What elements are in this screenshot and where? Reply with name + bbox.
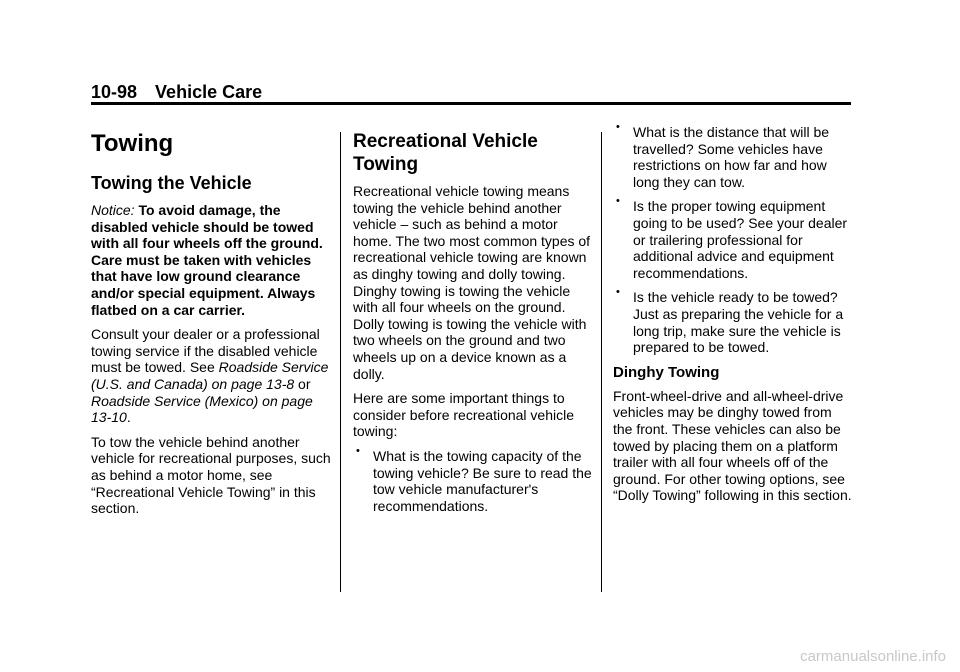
bullet-icon: • bbox=[616, 286, 620, 299]
paragraph-text: or bbox=[294, 375, 311, 392]
list-item-text: What is the distance that will be travelled? Some vehicles have restrictions on how far and how long they can tow. bbox=[633, 124, 830, 190]
section-title: Vehicle Care bbox=[155, 82, 263, 102]
subsection-title: Towing the Vehicle bbox=[91, 173, 252, 193]
list-item-text: Is the vehicle ready to be towed? Just as preparing the vehicle for a long trip, make sure the vehicle is prepared to be towed. bbox=[633, 289, 844, 356]
list-item-text: Is the proper towing equipment going to be used? See your dealer or trailering professional for additional advice and equipment recommendations. bbox=[633, 198, 848, 281]
cross-reference-link[interactable]: Roadside Service (Mexico) on page 13‑10 bbox=[91, 392, 313, 426]
list-item bbox=[613, 195, 853, 281]
paragraph: Front-wheel-drive and all-wheel-drive vehicles may be dinghy towed from the front. These vehicles can also be towed by placing them on a platform trailer with all four wheels off of the ground. For other towing options, see “Dolly Towing” following in this section. bbox=[613, 387, 852, 504]
list-item bbox=[613, 286, 853, 356]
page-header bbox=[91, 81, 262, 103]
header-rule bbox=[91, 102, 851, 105]
page-title: Towing bbox=[91, 130, 174, 157]
bullet-icon: • bbox=[616, 121, 620, 133]
column-divider bbox=[340, 132, 341, 592]
paragraph bbox=[91, 326, 336, 426]
column-2 bbox=[353, 130, 593, 522]
notice-label: Notice: bbox=[91, 202, 135, 218]
column-1 bbox=[91, 130, 336, 525]
paragraph: Here are some important things to consider before recreational vehicle towing: bbox=[353, 390, 575, 440]
section-heading: Recreational Vehicle Towing bbox=[353, 131, 538, 175]
subsection-heading: Dinghy Towing bbox=[613, 363, 720, 381]
paragraph: To tow the vehicle behind another vehicle for recreational purposes, such as behind a motor home, see “Recreational Vehicle Towing” in this section. bbox=[91, 433, 331, 517]
notice bbox=[91, 202, 336, 318]
list-item bbox=[613, 121, 853, 190]
paragraph: Recreational vehicle towing means towing the vehicle behind another vehicle – such as behind a motor home. The two most common types of recreational vehicle towing are known as dinghy towing and dolly towing. Dinghy towing is towing the vehicle with all four wheels on the ground. Dolly towing is towing the vehicle with two wheels on the ground and two wheels up on a device known as a dolly. bbox=[353, 183, 591, 382]
paragraph-text: Consult your dealer or a professional towing service if the disabled vehicle must be towed. See bbox=[91, 326, 320, 376]
column-divider bbox=[601, 132, 602, 592]
bullet-icon: • bbox=[616, 195, 620, 208]
paragraph-text: . bbox=[126, 409, 131, 426]
column-3 bbox=[613, 121, 853, 512]
cross-reference-link[interactable]: Roadside Service (U.S. and Canada) on page 13‑8 bbox=[91, 359, 329, 392]
list-item-text: What is the towing capacity of the towing vehicle? Be sure to read the tow vehicle manufacturer's recommendations. bbox=[373, 447, 592, 514]
page-number: 10-98 bbox=[91, 82, 138, 102]
bullet-icon: • bbox=[356, 444, 360, 457]
list-item bbox=[353, 444, 593, 514]
watermark: carmanualsonline.info bbox=[800, 648, 946, 665]
notice-text: To avoid damage, the disabled vehicle should be towed with all four wheels off the ground. Care must be taken with vehicles that have low ground clearance and/or special equipment. Always flatbed on a car carrier. bbox=[91, 202, 323, 318]
